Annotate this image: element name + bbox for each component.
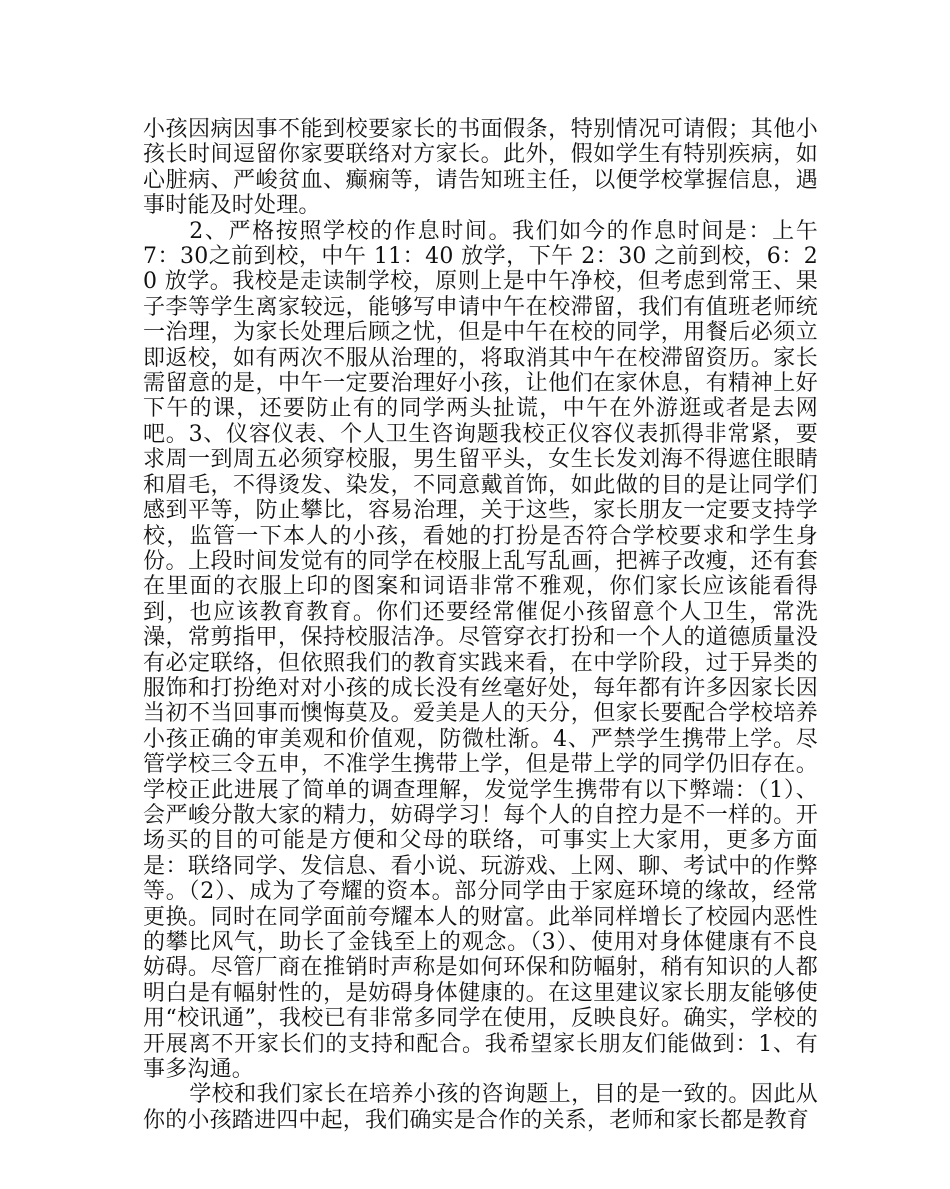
paragraph-1: 小孩因病因事不能到校要家长的书面假条，特别情况可请假；其他小孩长时间逗留你家要联络对方家长。此外，假如学生有特别疾病，如心脏病、严峻贫血、癫痫等，请告知班主任，以便学校掌握信息，遇事时能及时处理。 <box>143 117 818 219</box>
paragraph-2: 2、严格按照学校的作息时间。我们如今的作息时间是：上午 7：30之前到校，中午 11：40 放学，下午 2：30 之前到校，6：20 放学。我校是走读制学校，原则上是中午净校，但考虑到常王、果子李等学生离家较远，能够写申请中午在校滞留，我们有值班老师统一治理，为家长处理后顾之忧，但是中午在校的同学，用餐后必须立即返校，如有两次不服从治理的，将取消其中午在校滞留资历。家长需留意的是，中午一定要治理好小孩，让他们在家休息，有精神上好下午的课，还要防止有的同学两头扯谎，中午在外游逛或者是去网吧。3、仪容仪表、个人卫生咨询题我校正仪容仪表抓得非常紧，要求周一到周五必须穿校服，男生留平头，女生长发刘海不得遮住眼睛和眉毛，不得烫发、染发，不同意戴首饰，如此做的目的是让同学们感到平等，防止攀比，容易治理，关于这些，家长朋友一定要支持学校，监管一下本人的小孩，看她的打扮是否符合学校要求和学生身份。上段时间发觉有的同学在校服上乱写乱画，把裤子改瘦，还有套在里面的衣服上印的图案和词语非常不雅观，你们家长应该能看得到，也应该教育教育。你们还要经常催促小孩留意个人卫生，常洗澡，常剪指甲，保持校服洁净。尽管穿衣打扮和一个人的道德质量没有必定联络，但依照我们的教育实践来看，在中学阶段，过于异类的服饰和打扮绝对对小孩的成长没有丝毫好处，每年都有许多因家长因当初不当回事而懊悔莫及。爱美是人的天分，但家长要配合学校培养小孩正确的审美观和价值观，防微杜渐。4、严禁学生携带上学。尽管学校三令五申，不准学生携带上学，但是带上学的同学仍旧存在。学校正此进展了简单的调查理解，发觉学生携带有以下弊端：（1）、会严峻分散大家的精力，妨碍学习！每个人的自控力是不一样的。开场买的目的可能是方便和父母的联络，可事实上大家用，更多方面是：联络同学、发信息、看小说、玩游戏、上网、聊、考试中的作弊等。（2）、成为了夸耀的资本。部分同学由于家庭环境的缘故，经常更换。同时在同学面前夸耀本人的财富。此举同样增长了校园内恶性的攀比风气，助长了金钱至上的观念。（3）、使用对身体健康有不良妨碍。尽管厂商在推销时声称是如何环保和防幅射，稍有知识的人都明白是有幅射性的，是妨碍身体健康的。在这里建议家长朋友能够使用“校讯通”，我校已有非常多同学在使用，反映良好。确实，学校的开展离不开家长们的支持和配合。我希望家长朋友们能做到：1、有事多沟通。 <box>143 218 818 1083</box>
paragraph-3: 学校和我们家长在培养小孩的咨询题上，目的是一致的。因此从你的小孩踏进四中起，我们确实是合作的关系，老师和家长都是教育 <box>143 1082 818 1133</box>
document-body <box>143 117 818 1133</box>
